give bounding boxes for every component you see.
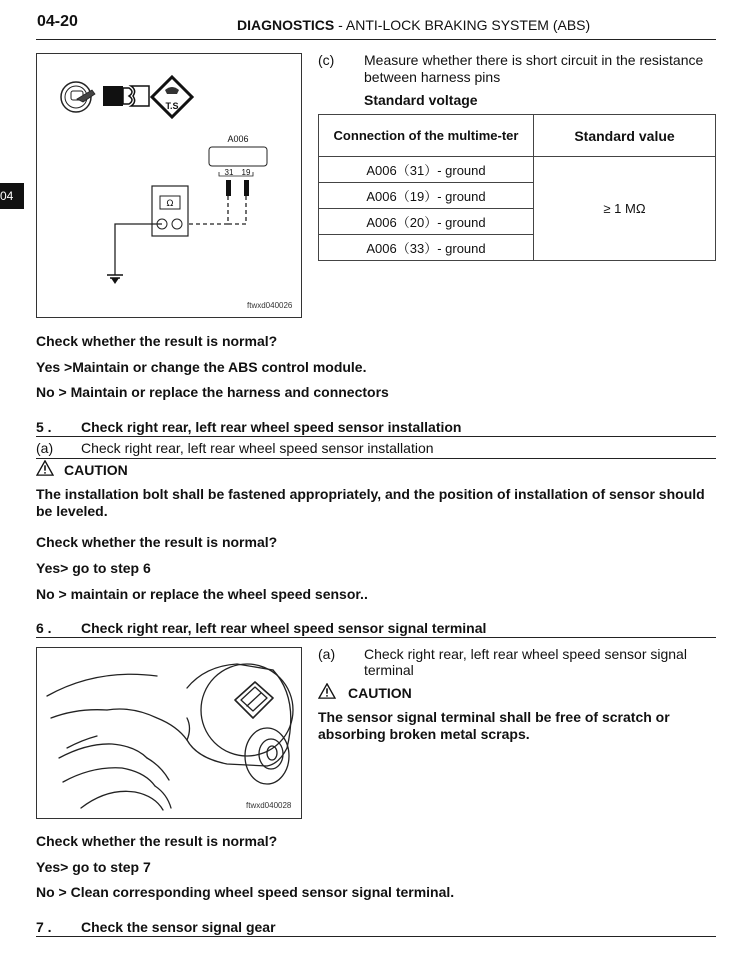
- step-c-marker: (c): [318, 52, 335, 68]
- section5-yes: Yes> go to step 6: [36, 560, 151, 576]
- page-number: 04-20: [37, 13, 78, 30]
- pin-label-19: 19: [241, 168, 251, 177]
- section5-sub-rule: [36, 458, 716, 459]
- connector-label: A006: [227, 134, 249, 144]
- section5-question: Check whether the result is normal?: [36, 534, 278, 550]
- sensor-terminal-figure: [36, 647, 302, 819]
- spec-col-connection-header: Connection of the multime-ter: [319, 115, 534, 157]
- spec-row-1: A006（31）- ground: [319, 157, 534, 183]
- section6-sub-text: Check right rear, left rear wheel speed sensor signal terminal: [364, 646, 687, 678]
- section5-sub-text: Check right rear, left rear wheel speed sensor installation: [81, 440, 434, 456]
- wiring-diagram: [37, 54, 301, 317]
- spec-row-2: A006（19）- ground: [319, 183, 534, 209]
- section5-title: Check right rear, left rear wheel speed sensor installation: [81, 419, 462, 435]
- section7-number: 7 .: [36, 919, 52, 935]
- spec-subheading: Standard voltage: [364, 92, 478, 108]
- section6-number: 6 .: [36, 620, 52, 636]
- page-title: [237, 17, 590, 33]
- figure-code: ftwxd040026: [247, 301, 293, 310]
- section5-number: 5 .: [36, 419, 52, 435]
- ohm-symbol: Ω: [166, 199, 174, 209]
- section6-caution-text: The sensor signal terminal shall be free of scratch or absorbing broken metal scraps.: [318, 709, 670, 742]
- section5-no: No > maintain or replace the wheel speed sensor..: [36, 586, 368, 602]
- section6-caution-label: CAUTION: [348, 685, 412, 701]
- chapter-tab: 04: [0, 183, 24, 209]
- test-switch-icon: [152, 77, 192, 117]
- caution-icon-2: [318, 683, 336, 699]
- section6-sub-marker: (a): [318, 646, 336, 662]
- connector-plug-icon: [103, 86, 149, 106]
- spec-row-3: A006（20）- ground: [319, 209, 534, 235]
- section5-rule: [36, 436, 716, 437]
- section6-question: Check whether the result is normal?: [36, 833, 278, 849]
- ts-label: T.S: [165, 101, 179, 111]
- section6-yes: Yes> go to step 7: [36, 859, 151, 875]
- hand-sensor-illustration: [37, 648, 301, 818]
- page-title-rest: - ANTI-LOCK BRAKING SYSTEM (ABS): [334, 17, 591, 33]
- wiring-figure: [36, 53, 302, 318]
- section5-caution-label: CAUTION: [64, 462, 128, 478]
- multimeter: [152, 186, 188, 236]
- check1-question: Check whether the result is normal?: [36, 333, 278, 349]
- page-title-bold: DIAGNOSTICS: [237, 17, 335, 33]
- spec-standard-value: ≥ 1 MΩ: [534, 157, 716, 261]
- section6-title: Check right rear, left rear wheel speed sensor signal terminal: [81, 620, 487, 636]
- section5-caution-text: The installation bolt shall be fastened appropriately, and the position of installation of sensor should be leveled.: [36, 486, 705, 519]
- header-rule: [36, 39, 716, 40]
- spec-table: [318, 114, 716, 261]
- spec-row-4: A006（33）- ground: [319, 235, 534, 261]
- ground-symbol: [107, 275, 123, 284]
- figure-code-2: ftwxd040028: [246, 801, 292, 810]
- caution-icon: [36, 460, 54, 476]
- step-c-text: Measure whether there is short circuit in the resistance between harness pins: [364, 52, 704, 85]
- check1-no: No > Maintain or replace the harness and connectors: [36, 384, 389, 400]
- section6-no: No > Clean corresponding wheel speed sensor signal terminal.: [36, 884, 455, 900]
- section7-title: Check the sensor signal gear: [81, 919, 276, 935]
- check1-yes: Yes >Maintain or change the ABS control module.: [36, 359, 367, 375]
- section5-sub-marker: (a): [36, 440, 54, 456]
- spec-col-value-header: Standard value: [534, 115, 716, 157]
- section6-rule: [36, 637, 716, 638]
- connector-a006: [209, 147, 267, 166]
- section7-rule: [36, 936, 716, 937]
- pin-label-31: 31: [224, 168, 234, 177]
- ignition-key-icon: [61, 82, 95, 112]
